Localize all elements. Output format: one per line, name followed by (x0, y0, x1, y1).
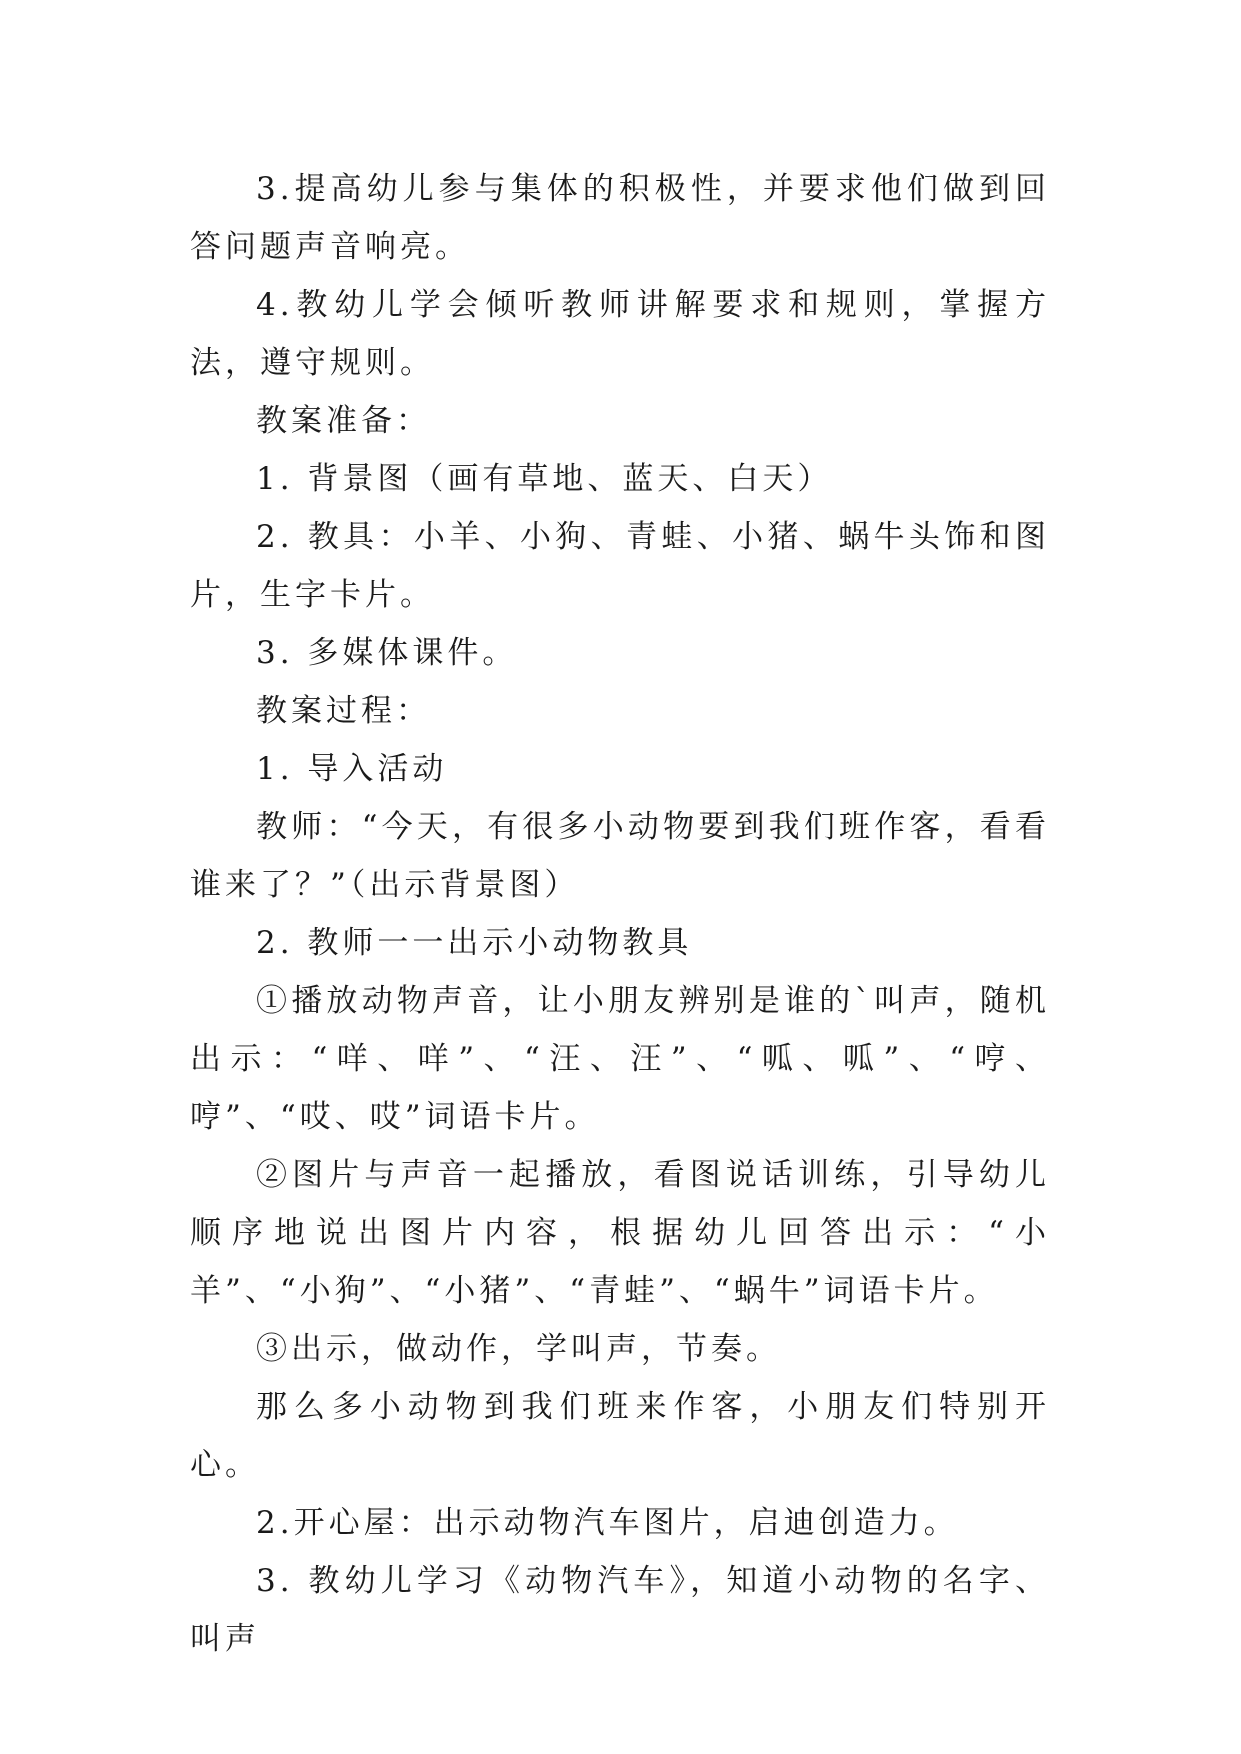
paragraph-happy: 那么多小动物到我们班来作客，小朋友们特别开心。 (190, 1389, 1050, 1483)
paragraph-substep-1: ①播放动物声音，让小朋友辨别是谁的`叫声，随机出示：“咩、咩”、“汪、汪”、“呱、呱”、“哼、哼”、“哎、哎”词语卡片。 (190, 983, 1050, 1135)
paragraph-goal-3: 3.提高幼儿参与集体的积极性，并要求他们做到回答问题声音响亮。 (190, 171, 1050, 265)
heading-preparation: 教案准备： (256, 403, 431, 439)
paragraph-happy-house: 2.开心屋：出示动物汽车图片，启迪创造力。 (256, 1505, 959, 1541)
paragraph-substep-3: ③出示，做动作，学叫声，节奏。 (256, 1331, 781, 1367)
paragraph-prep-3: 3. 多媒体课件。 (256, 635, 518, 671)
paragraph-prep-2: 2. 教具：小羊、小狗、青蛙、小猪、蜗牛头饰和图片，生字卡片。 (190, 519, 1050, 613)
paragraph-prep-1: 1. 背景图（画有草地、蓝天、白天） (256, 461, 833, 497)
document-body (190, 160, 1050, 1668)
paragraph-goal-4: 4.教幼儿学会倾听教师讲解要求和规则，掌握方法，遵守规则。 (190, 287, 1050, 381)
heading-process: 教案过程： (256, 693, 431, 729)
paragraph-step-3: 3. 教幼儿学习《动物汽车》，知道小动物的名字、叫声 (190, 1563, 1050, 1657)
paragraph-teacher-quote: 教师：“今天，有很多小动物要到我们班作客，看看谁来了？”（出示背景图） (190, 809, 1050, 903)
paragraph-step-1: 1. 导入活动 (256, 751, 448, 787)
paragraph-substep-2: ②图片与声音一起播放，看图说话训练，引导幼儿顺序地说出图片内容，根据幼儿回答出示：“小羊”、“小狗”、“小猪”、“青蛙”、“蜗牛”词语卡片。 (190, 1157, 1050, 1309)
paragraph-step-2: 2. 教师一一出示小动物教具 (256, 925, 693, 961)
